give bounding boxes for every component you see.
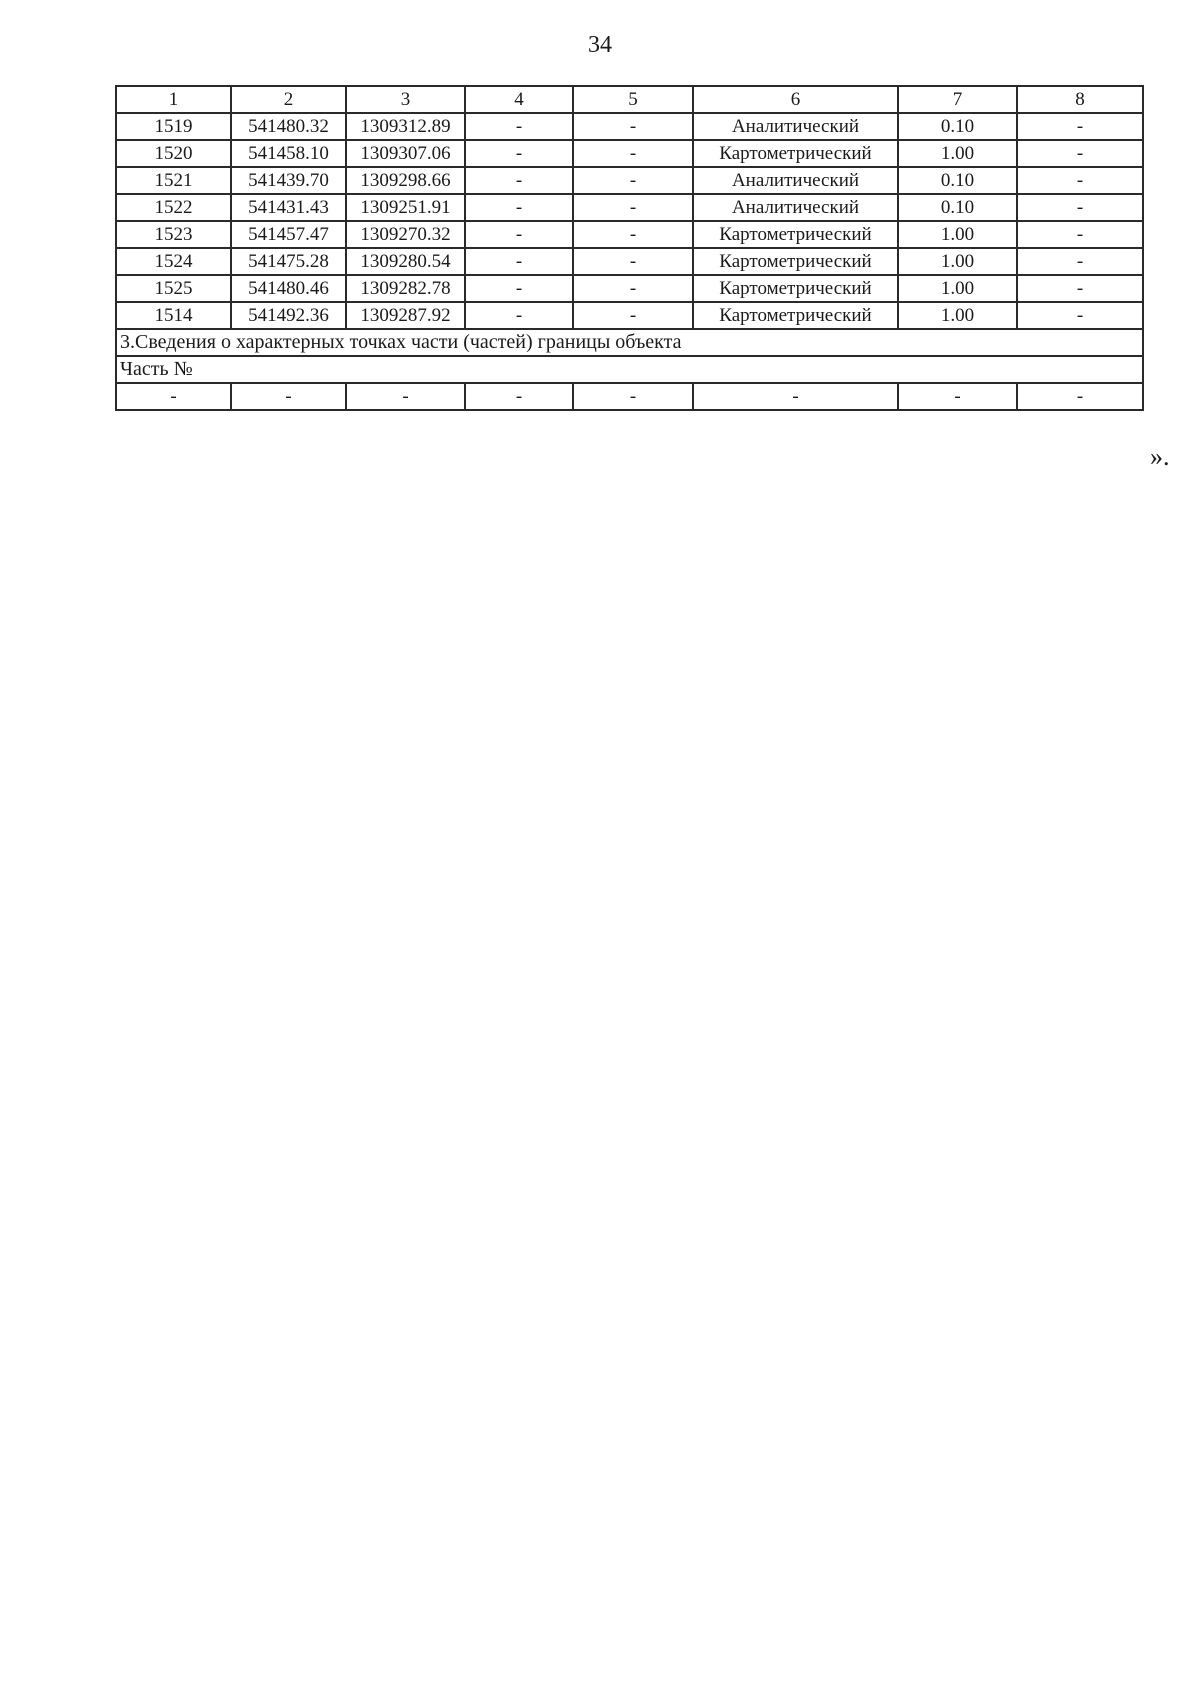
part-label-row (116, 356, 1143, 383)
table-cell: Картометрический (693, 140, 898, 167)
table-cell: 1309307.06 (346, 140, 465, 167)
table-cell: 1.00 (898, 221, 1017, 248)
table-row (116, 221, 1143, 248)
table-cell: 1309251.91 (346, 194, 465, 221)
table-cell: Картометрический (693, 302, 898, 329)
table-cell: Картометрический (693, 248, 898, 275)
header-cell: 4 (465, 86, 573, 113)
table-cell: 541480.46 (231, 275, 346, 302)
table-cell: 1309280.54 (346, 248, 465, 275)
table-cell: - (693, 383, 898, 410)
table-cell: 1.00 (898, 275, 1017, 302)
table-cell: 1.00 (898, 140, 1017, 167)
section-title-row (116, 329, 1143, 356)
table-cell: Картометрический (693, 275, 898, 302)
part-label: Часть № (116, 356, 1143, 383)
header-cell: 5 (573, 86, 693, 113)
table-cell: - (231, 383, 346, 410)
table-cell: 1309270.32 (346, 221, 465, 248)
table-header-row (116, 86, 1143, 113)
table-cell: 541480.32 (231, 113, 346, 140)
table-cell: 541431.43 (231, 194, 346, 221)
table-cell: 1.00 (898, 248, 1017, 275)
table-cell: Аналитический (693, 167, 898, 194)
header-cell: 3 (346, 86, 465, 113)
table-row (116, 140, 1143, 167)
table-row (116, 302, 1143, 329)
table-cell: - (898, 383, 1017, 410)
table-cell: - (465, 113, 573, 140)
table-cell: - (465, 167, 573, 194)
header-cell: 2 (231, 86, 346, 113)
table-cell: 1514 (116, 302, 231, 329)
table-cell: - (573, 113, 693, 140)
table-cell: 1519 (116, 113, 231, 140)
table-cell: - (1017, 383, 1143, 410)
table-row (116, 194, 1143, 221)
table-cell: 1521 (116, 167, 231, 194)
header-cell: 1 (116, 86, 231, 113)
table-cell: 1309282.78 (346, 275, 465, 302)
table-cell: 541492.36 (231, 302, 346, 329)
table-row (116, 167, 1143, 194)
table-cell: - (1017, 140, 1143, 167)
table-cell: - (465, 302, 573, 329)
table-cell: - (465, 221, 573, 248)
table-row (116, 113, 1143, 140)
table-cell: 541475.28 (231, 248, 346, 275)
table-body (116, 86, 1143, 410)
table-cell: - (573, 221, 693, 248)
table-cell: - (1017, 221, 1143, 248)
table-cell: 541458.10 (231, 140, 346, 167)
table-cell: - (1017, 248, 1143, 275)
table-cell: - (1017, 113, 1143, 140)
table-cell: - (116, 383, 231, 410)
table-cell: 541439.70 (231, 167, 346, 194)
table-cell: - (573, 383, 693, 410)
table-cell: 1525 (116, 275, 231, 302)
table-cell: - (1017, 194, 1143, 221)
header-cell: 6 (693, 86, 898, 113)
table-cell: 1309298.66 (346, 167, 465, 194)
table-cell: - (465, 194, 573, 221)
table-row (116, 383, 1143, 410)
table-cell: 0.10 (898, 167, 1017, 194)
table-cell: - (346, 383, 465, 410)
table-cell: - (465, 275, 573, 302)
table-cell: 1522 (116, 194, 231, 221)
table-cell: - (573, 167, 693, 194)
table-cell: 1309287.92 (346, 302, 465, 329)
table-cell: - (573, 248, 693, 275)
coordinates-table-wrapper (115, 85, 1144, 411)
table-row (116, 275, 1143, 302)
table-row (116, 248, 1143, 275)
table-cell: - (573, 275, 693, 302)
table-cell: 1524 (116, 248, 231, 275)
table-cell: 541457.47 (231, 221, 346, 248)
table-cell: Аналитический (693, 113, 898, 140)
table-cell: - (1017, 275, 1143, 302)
table-cell: 1520 (116, 140, 231, 167)
table-cell: - (573, 302, 693, 329)
table-cell: 1309312.89 (346, 113, 465, 140)
table-cell: - (465, 140, 573, 167)
table-cell: - (465, 383, 573, 410)
coordinates-table (115, 85, 1144, 411)
table-cell: Картометрический (693, 221, 898, 248)
table-cell: - (573, 194, 693, 221)
table-cell: 1.00 (898, 302, 1017, 329)
table-cell: Аналитический (693, 194, 898, 221)
table-cell: 1523 (116, 221, 231, 248)
table-cell: - (1017, 167, 1143, 194)
closing-quote-mark: ». (1150, 442, 1170, 471)
header-cell: 8 (1017, 86, 1143, 113)
page-number: 34 (588, 32, 612, 58)
header-cell: 7 (898, 86, 1017, 113)
table-cell: - (465, 248, 573, 275)
table-cell: - (573, 140, 693, 167)
section-title: 3.Сведения о характерных точках части (частей) границы объекта (116, 329, 1143, 356)
table-cell: 0.10 (898, 113, 1017, 140)
table-cell: - (1017, 302, 1143, 329)
table-cell: 0.10 (898, 194, 1017, 221)
